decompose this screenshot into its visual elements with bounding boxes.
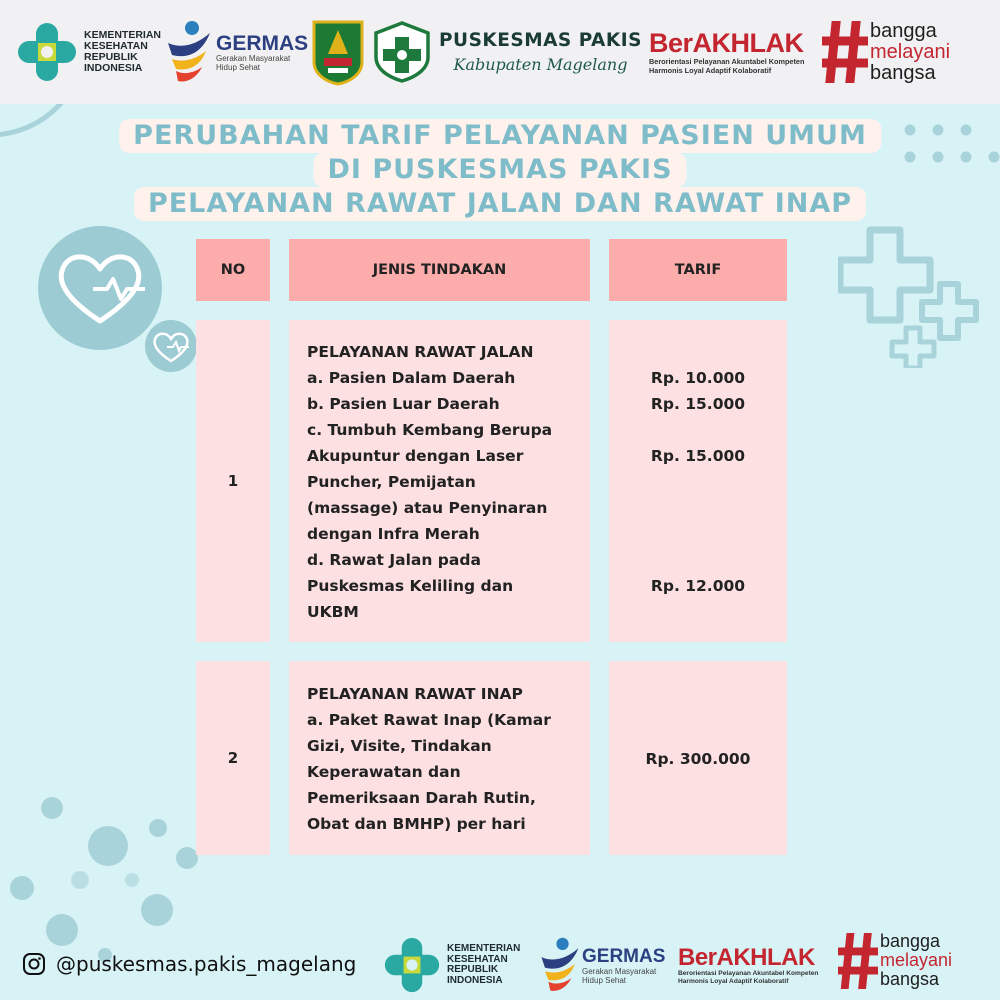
- row-1-price-d: Rp. 12.000: [650, 577, 746, 595]
- footer-berakhlak-sub-1: Berorientasi Pelayanan Akuntabel Kompeten: [678, 970, 819, 977]
- bangga-line-2: melayani: [870, 40, 951, 63]
- row-1-line-4: c. Tumbuh Kembang Berupa: [307, 421, 553, 439]
- row-2-jenis: [289, 661, 590, 855]
- header-no: NO: [196, 239, 270, 301]
- kemenkes-line-4: INDONESIA: [84, 62, 143, 74]
- footer-bangga-logo: [838, 932, 952, 989]
- berakhlak-sub-1: Berorientasi Pelayanan Akuntabel Kompeten: [649, 57, 805, 66]
- footer-germas-name: GERMAS: [582, 945, 666, 967]
- footer-germas-sub-1: Gerakan Masyarakat: [582, 966, 657, 976]
- germas-logo-icon: [162, 19, 214, 85]
- row-1-line-3: b. Pasien Luar Daerah: [307, 395, 500, 413]
- bangga-line-3: bangsa: [870, 61, 936, 84]
- footer-kemenkes-line-1: KEMENTERIAN: [447, 943, 521, 954]
- hashtag-icon: [822, 21, 868, 83]
- magelang-emblem-icon: [312, 20, 364, 86]
- berakhlak-logo: [649, 0, 804, 104]
- medical-cross-icon: [838, 218, 998, 368]
- footer-berakhlak-name: BerAKHLAK: [678, 944, 815, 971]
- footer-bangga-line-3: bangsa: [880, 969, 940, 989]
- footer-kemenkes-line-3: REPUBLIK: [447, 964, 499, 975]
- row-1-price-b: Rp. 15.000: [650, 395, 746, 413]
- puskesmas-sub: Kabupaten Magelang: [453, 55, 628, 74]
- instagram-icon: [22, 952, 46, 976]
- row-1-line-10: Puskesmas Keliling dan: [307, 577, 514, 595]
- row-1-price-c: Rp. 15.000: [650, 447, 746, 465]
- row-1-line-6: Puncher, Pemijatan: [307, 473, 476, 491]
- row-2-line-2: a. Paket Rawat Inap (Kamar: [307, 711, 551, 729]
- row-1-line-8: dengan Infra Merah: [307, 525, 480, 543]
- footer-germas-logo-icon: [536, 936, 582, 994]
- title-line-1: PERUBAHAN TARIF PELAYANAN PASIEN UMUM: [119, 119, 881, 153]
- footer-hashtag-icon: [838, 933, 878, 989]
- germas-sub-1: Gerakan Masyarakat: [216, 53, 291, 63]
- kemenkes-line-3: REPUBLIK: [84, 51, 138, 63]
- row-1-jenis: [289, 320, 590, 642]
- berakhlak-name: BerAKHLAK: [649, 28, 804, 58]
- footer-kemenkes-logo: [383, 936, 520, 994]
- row-1-line-5: Akupuntur dengan Laser: [307, 447, 524, 465]
- germas-logo: [162, 0, 308, 104]
- footer-kemenkes-line-4: INDONESIA: [447, 974, 503, 986]
- header-banner: [0, 0, 1000, 104]
- row-1-line-1: PELAYANAN RAWAT JALAN: [307, 343, 534, 361]
- header-tarif: TARIF: [609, 239, 787, 301]
- bangga-line-1: bangga: [870, 19, 937, 42]
- row-1-line-9: d. Rawat Jalan pada: [307, 551, 481, 569]
- footer-germas-logo: [536, 936, 665, 994]
- row-2-line-6: Obat dan BMHP) per hari: [307, 815, 526, 833]
- title-line-2: DI PUSKESMAS PAKIS: [313, 153, 686, 187]
- footer-kemenkes-logo-icon: [383, 936, 441, 994]
- footer-berakhlak-logo: [678, 945, 818, 986]
- bangga-melayani-logo: [822, 0, 950, 104]
- footer-germas-sub-2: Hidup Sehat: [582, 975, 627, 985]
- row-2-line-3: Gizi, Visite, Tindakan: [307, 737, 492, 755]
- berakhlak-sub-2: Harmonis Loyal Adaptif Kolaboratif: [649, 66, 772, 75]
- puskesmas-logo-icon: [373, 21, 431, 83]
- row-2-line-5: Pemeriksaan Darah Rutin,: [307, 789, 536, 807]
- row-2-line-1: PELAYANAN RAWAT INAP: [307, 685, 523, 703]
- footer-kemenkes-line-2: KESEHATAN: [447, 953, 508, 965]
- row-1-line-2: a. Pasien Dalam Daerah: [307, 369, 516, 387]
- row-1-price-a: Rp. 10.000: [650, 369, 746, 387]
- row-2-tarif: [609, 661, 787, 855]
- puskesmas-title: PUSKESMAS PAKIS: [439, 30, 642, 51]
- footer-bangga-line-1: bangga: [880, 931, 941, 951]
- puskesmas-logo: [373, 0, 642, 104]
- row-1-no: 1: [196, 320, 270, 642]
- title-line-3: PELAYANAN RAWAT JALAN DAN RAWAT INAP: [134, 187, 866, 221]
- footer-bangga-line-2: melayani: [880, 950, 953, 970]
- row-2-line-4: Keperawatan dan: [307, 763, 461, 781]
- row-2-no: 2: [196, 661, 270, 855]
- kemenkes-logo: [16, 0, 161, 104]
- instagram-link[interactable]: [22, 952, 356, 976]
- row-2-price-a: Rp. 300.000: [645, 750, 751, 768]
- row-1-line-11: UKBM: [307, 603, 359, 621]
- row-1-tarif: [609, 320, 787, 642]
- germas-name: GERMAS: [216, 31, 309, 55]
- footer-berakhlak-sub-2: Harmonis Loyal Adaptif Kolaboratif: [678, 978, 789, 985]
- small-heart-pulse-icon: [143, 318, 199, 374]
- germas-sub-2: Hidup Sehat: [216, 62, 261, 72]
- kemenkes-line-2: KESEHATAN: [84, 40, 148, 52]
- row-1-line-7: (massage) atau Penyinaran: [307, 499, 548, 517]
- header-jenis-tindakan: JENIS TINDAKAN: [289, 239, 590, 301]
- kemenkes-line-1: KEMENTERIAN: [84, 29, 162, 41]
- kemenkes-logo-icon: [16, 21, 78, 83]
- instagram-handle[interactable]: @puskesmas.pakis_magelang: [56, 952, 357, 976]
